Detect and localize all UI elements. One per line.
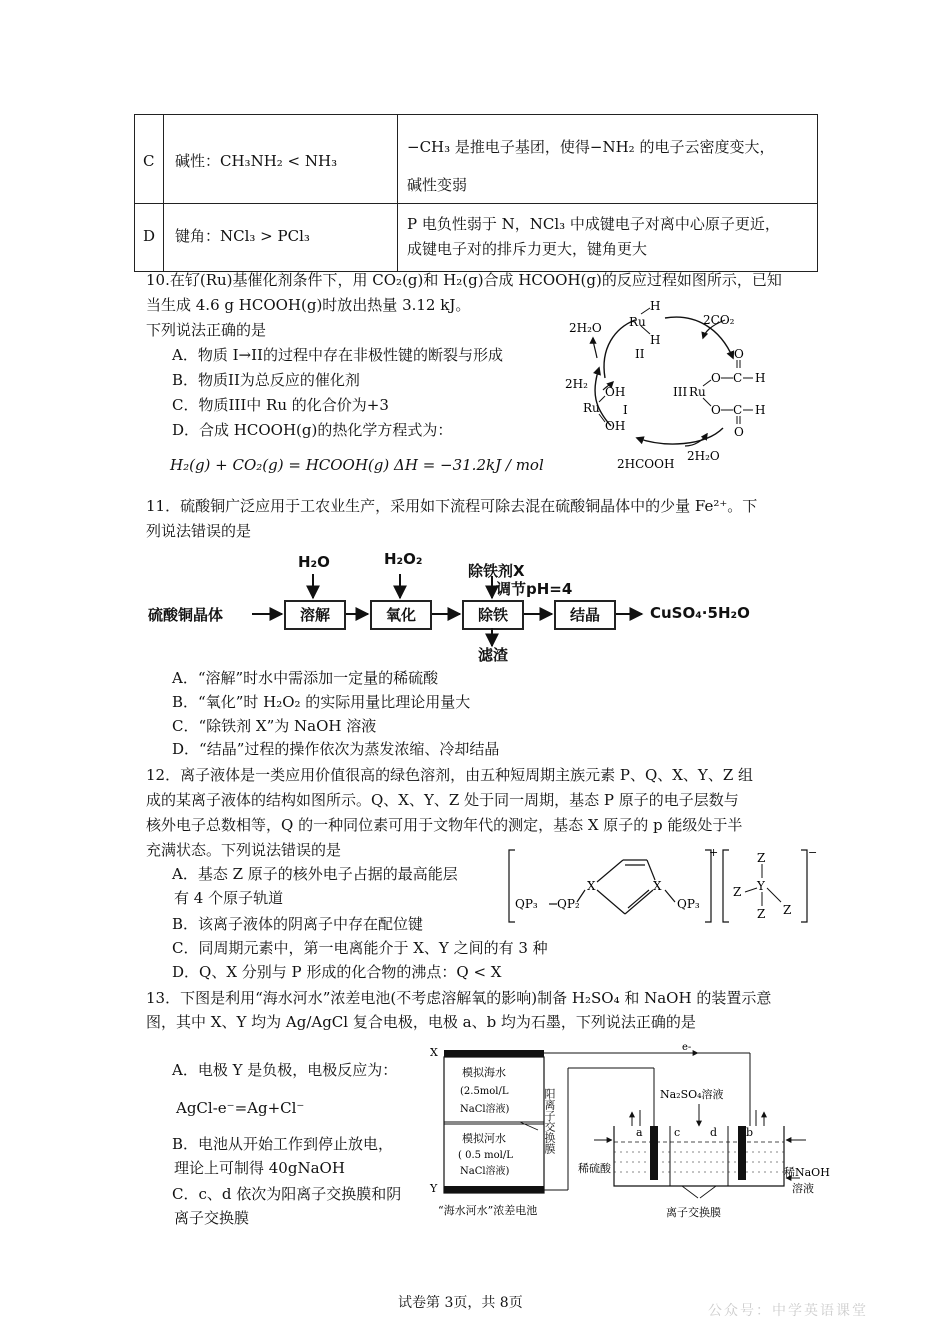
label-o-2: O (711, 403, 721, 417)
flow-product: CuSO₄·5H₂O (650, 604, 750, 622)
app-sea-2: (2.5mol/L (460, 1086, 509, 1097)
label-ru-left: Ru (583, 401, 600, 415)
q12-stem-2: 成的某离子液体的结构如图所示。Q、X、Y、Z 处于同一周期，基态 P 原子的电子层数与 (146, 791, 739, 809)
struct-x-1: X (587, 879, 596, 893)
app-river-2: ( 0.5 mol/L (458, 1150, 513, 1161)
app-naoh-1: 稀NaOH (784, 1166, 830, 1179)
q12-stem-4: 充满状态。下列说法错误的是 (146, 841, 342, 859)
struct-z-bottom: Z (757, 907, 766, 921)
q10-stem-3: 下列说法正确的是 (146, 321, 267, 339)
q13-option-a-2: AgCl-e⁻=Ag+Cl⁻ (176, 1099, 305, 1117)
flow-box-crystallize: 结晶 (554, 600, 616, 630)
struct-qp2: QP₂ (557, 897, 580, 911)
app-x: X (430, 1046, 438, 1059)
flow-input-iron-remover: 除铁剂X (468, 562, 525, 580)
label-h-2: H (650, 333, 661, 347)
q13-option-b-2: 理论上可制得 40gNaOH (174, 1159, 345, 1177)
struct-y: Y (757, 879, 765, 893)
q12-stem-1: 12．离子液体是一类应用价值很高的绿色溶剂，由五种短周期主族元素 P、Q、X、Y、Z 组 (146, 766, 754, 784)
q12-option-c: C．同周期元素中，第一电离能介于 X、Y 之间的有 3 种 (172, 939, 548, 957)
watermark: 公众号：中学英语课堂 (708, 1303, 868, 1319)
label-c-2: C (733, 403, 743, 417)
label-o-1: O (711, 371, 721, 385)
label-2h2o-bottom: 2H₂O (687, 449, 720, 463)
struct-qp3-left: QP₃ (515, 897, 538, 911)
app-b: b (746, 1126, 754, 1139)
q13-option-a-1: A．电极 Y 是负极，电极反应为： (172, 1061, 398, 1079)
q13-stem-1: 13．下图是利用“海水河水”浓差电池(不考虑溶解氧的影响)制备 H₂SO₄ 和 NaOH 的装置示意 (146, 989, 772, 1007)
ionic-liquid-structure (505, 846, 825, 926)
flow-start: 硫酸铜晶体 (148, 606, 224, 624)
flow-box-oxidize: 氧化 (370, 600, 432, 630)
q12-option-a-2: 有 4 个原子轨道 (174, 889, 284, 907)
row-c-statement: 碱性：CH₃NH₂ < NH₃ (175, 152, 338, 170)
row-d-statement: 键角：NCl₃ > PCl₃ (175, 227, 310, 245)
app-river-3: NaCl溶液) (460, 1166, 510, 1177)
q12-option-b: B．该离子液体的阴离子中存在配位键 (172, 915, 424, 933)
q13-option-b-1: B．电池从开始工作到停止放电， (172, 1135, 394, 1153)
label-oh-1: OH (605, 385, 626, 399)
row-c-explanation-2: 碱性变弱 (407, 176, 468, 194)
label-oh-2: OH (605, 419, 626, 433)
q13-stem-2: 图，其中 X、Y 均为 Ag/AgCl 复合电极，电极 a、b 均为石墨，下列说法正确的是 (146, 1013, 696, 1031)
app-na2so4: Na₂SO₄溶液 (660, 1088, 724, 1101)
app-electron: e- (682, 1042, 692, 1053)
q13-option-c-2: 离子交换膜 (174, 1209, 250, 1227)
q11-stem-2: 列说法错误的是 (146, 522, 252, 540)
label-h-1: H (650, 299, 661, 313)
flow-box-remove-iron: 除铁 (462, 600, 524, 630)
q10-option-a: A．物质 I→II的过程中存在非极性键的断裂与形成 (172, 346, 503, 364)
q10-equation: H₂(g) + CO₂(g) = HCOOH(g) ΔH = −31.2kJ / mol (170, 456, 544, 474)
page-number: 试卷第 3页，共 8页 (398, 1295, 523, 1311)
flow-input-h2o: H₂O (298, 553, 330, 571)
app-c: c (674, 1126, 681, 1139)
row-c-explanation-1: −CH₃ 是推电子基团，使得−NH₂ 的电子云密度变大， (407, 138, 775, 156)
concentration-cell-apparatus (420, 1040, 840, 1226)
label-2h2o-top: 2H₂O (569, 321, 602, 335)
label-h-3: H (755, 371, 766, 385)
app-cation-membrane: 阳离子交换膜 (543, 1088, 556, 1154)
app-sea-1: 模拟海水 (462, 1066, 506, 1079)
flow-output-residue: 滤渣 (478, 646, 509, 664)
app-river-1: 模拟河水 (462, 1132, 506, 1145)
label-ru-right: Ru (689, 385, 706, 399)
q11-option-a: A．“溶解”时水中需添加一定量的稀硫酸 (172, 669, 439, 687)
flow-box-dissolve: 溶解 (284, 600, 346, 630)
struct-minus: − (808, 846, 818, 859)
app-a: a (636, 1126, 643, 1139)
q10-stem-1: 10.在钌(Ru)基催化剂条件下，用 CO₂(g)和 H₂(g)合成 HCOOH(g)的反应过程如图所示，已知 (146, 271, 782, 289)
flow-input-h2o2: H₂O₂ (384, 550, 423, 568)
label-2hcooh: 2HCOOH (617, 457, 675, 471)
struct-z-top: Z (757, 851, 766, 865)
q12-option-d: D．Q、X 分别与 P 形成的化合物的沸点：Q < X (172, 963, 502, 981)
label-o-top: O (734, 347, 744, 361)
row-d-explanation-1: P 电负性弱于 N，NCl₃ 中成键电子对离中心原子更近， (407, 215, 780, 233)
app-battery-label: “海水河水”浓差电池 (438, 1204, 538, 1217)
q11-stem-1: 11．硫酸铜广泛应用于工农业生产，采用如下流程可除去混在硫酸铜晶体中的少量 Fe²⁺。下 (146, 497, 758, 515)
label-i: I (623, 403, 628, 417)
q11-option-c: C．“除铁剂 X”为 NaOH 溶液 (172, 717, 377, 735)
flow-input-ph: 调节pH=4 (496, 580, 573, 598)
struct-z-left: Z (733, 885, 742, 899)
struct-x-2: X (653, 879, 662, 893)
app-ion-membrane: 离子交换膜 (666, 1206, 721, 1219)
row-d-explanation-2: 成键电子对的排斥力更大，键角更大 (407, 240, 648, 258)
label-2h2: 2H₂ (565, 377, 588, 391)
struct-qp3-right: QP₃ (677, 897, 700, 911)
q10-option-d: D．合成 HCOOH(g)的热化学方程式为： (172, 421, 453, 439)
q12-option-a-1: A．基态 Z 原子的核外电子占据的最高能层 (172, 865, 458, 883)
q10-stem-2: 当生成 4.6 g HCOOH(g)时放出热量 3.12 kJ。 (146, 296, 471, 314)
label-c-1: C (733, 371, 743, 385)
label-ru-top: Ru (629, 315, 646, 329)
label-o-bottom: O (734, 425, 744, 439)
q10-option-c: C．物质III中 Ru 的化合价为+3 (172, 396, 389, 414)
label-iii: III (673, 385, 688, 399)
q11-option-d: D．“结晶”过程的操作依次为蒸发浓缩、冷却结晶 (172, 740, 500, 758)
q12-stem-3: 核外电子总数相等，Q 的一种同位素可用于文物年代的测定，基态 X 原子的 p 能级处于半 (146, 816, 743, 834)
label-2co2: 2CO₂ (703, 313, 735, 327)
app-y: Y (430, 1182, 438, 1195)
label-h-4: H (755, 403, 766, 417)
q13-option-c-1: C．c、d 依次为阳离子交换膜和阴 (172, 1185, 402, 1203)
app-naoh-2: 溶液 (792, 1182, 814, 1195)
app-d: d (710, 1126, 718, 1139)
struct-plus: + (709, 846, 719, 859)
q11-option-b: B．“氧化”时 H₂O₂ 的实际用量比理论用量大 (172, 693, 471, 711)
row-d-letter: D (143, 227, 156, 245)
struct-z-right: Z (783, 903, 792, 917)
row-c-letter: C (143, 152, 155, 170)
q10-option-b: B．物质II为总反应的催化剂 (172, 371, 360, 389)
app-h2so4: 稀硫酸 (578, 1162, 611, 1175)
label-ii: II (635, 347, 645, 361)
app-sea-3: NaCl溶液) (460, 1104, 510, 1115)
